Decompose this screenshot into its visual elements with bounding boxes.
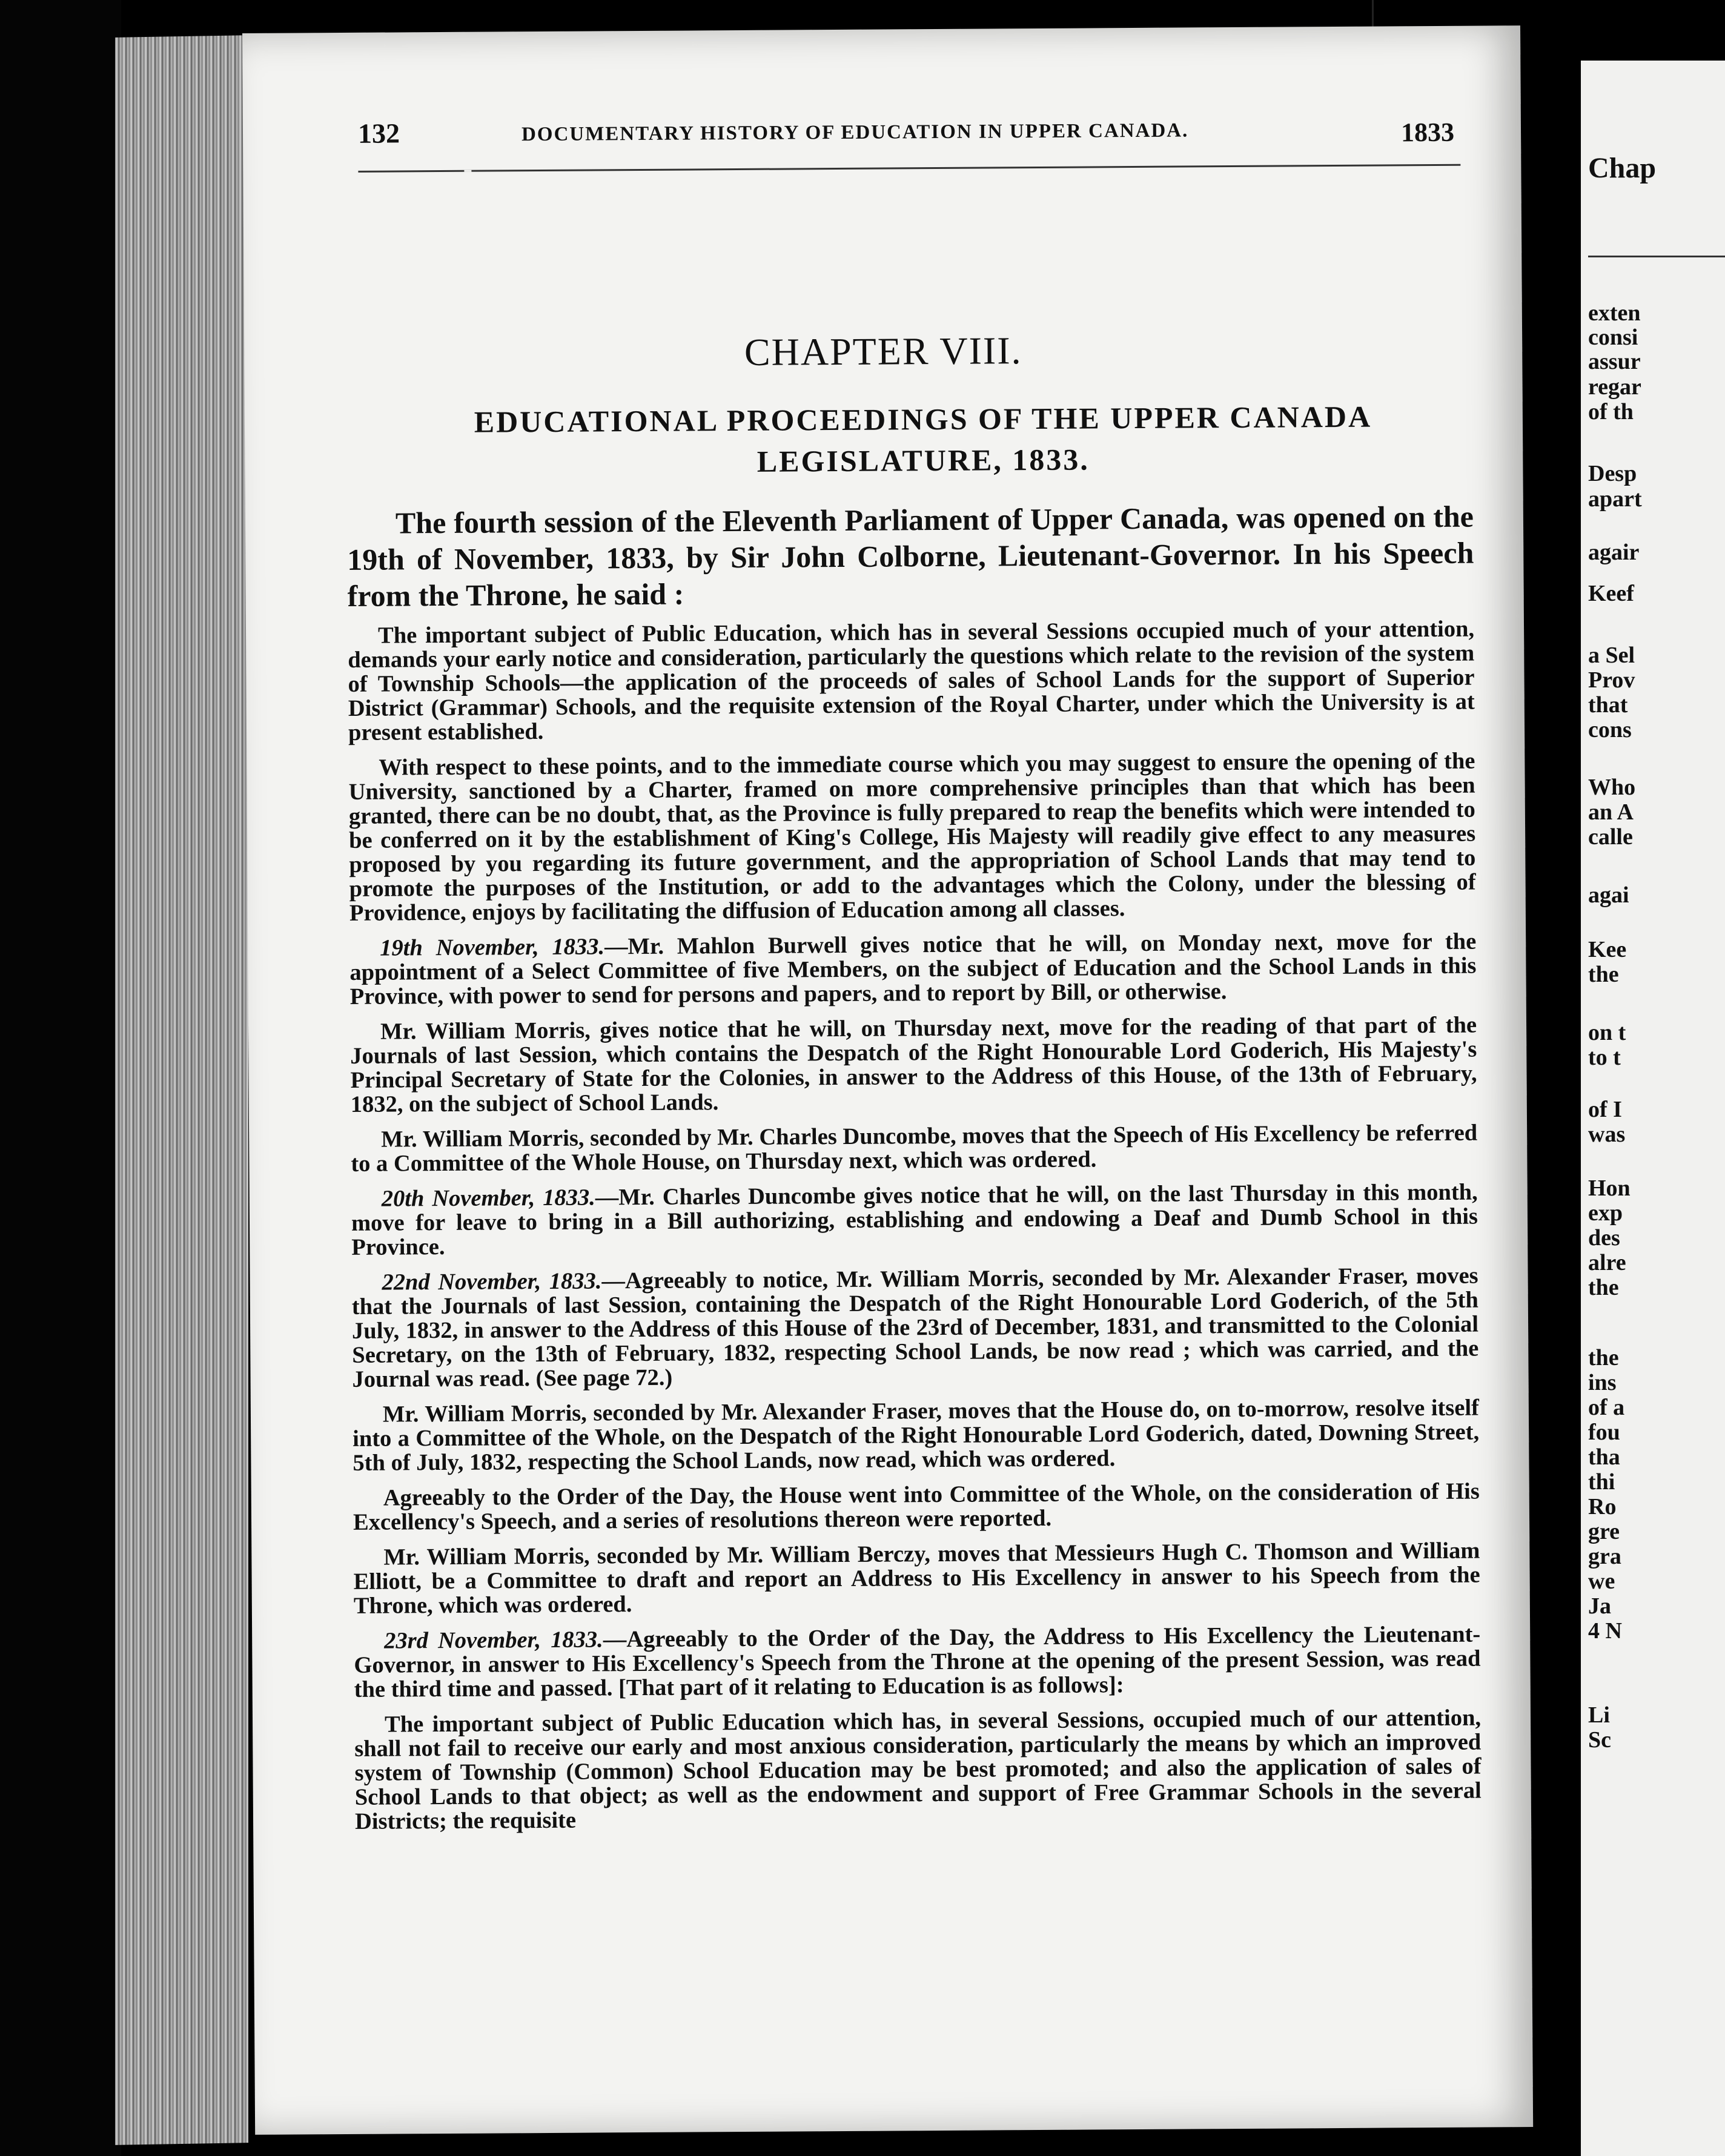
facing-line-fragment: exp [1588, 1200, 1623, 1226]
paragraph-text: Agreeably to the Order of the Day, the House went into Committee of the Whole, on the consideration of His Excellency's Speech, and a series of resolutions thereon were reported. [353, 1478, 1480, 1535]
scan-background [0, 0, 121, 2156]
facing-line-fragment: apart [1588, 486, 1642, 512]
paragraph-text: —Agreeably to the Order of the Day, the Address to His Excellency the Lieutenant-Governor, in answer to His Excellency's Speech from the Throne at the opening of the present Session, was read the third time and passed. [That part of it relating to Education is as follows]: [354, 1621, 1481, 1702]
facing-line-fragment: cons [1588, 717, 1632, 742]
body-paragraph [351, 1180, 1478, 1260]
body-paragraph [351, 1121, 1477, 1176]
facing-line-fragment: on t [1588, 1020, 1626, 1045]
body-paragraph [348, 749, 1476, 925]
body-paragraph [354, 1706, 1482, 1834]
facing-line-fragment: gra [1588, 1544, 1621, 1569]
page-body [347, 498, 1482, 1845]
facing-line-fragment: Ja [1588, 1593, 1611, 1619]
facing-line-fragment: of I [1588, 1097, 1622, 1122]
body-paragraph [353, 1396, 1480, 1475]
facing-line-fragment: Keef [1588, 581, 1634, 606]
facing-line-fragment: fou [1588, 1420, 1620, 1445]
paragraph-text: Mr. William Morris, gives notice that he will, on Thursday next, move for the reading of that part of the Journals of last Session, which contains the Despatch of the Right Honourable Lord Goderich, His Majesty's Principal Secretary of State for the Colonies, in answer to the Address of this House, of the 13th of February, 1832, on the subject of School Lands. [350, 1012, 1477, 1117]
header-rule [358, 164, 1460, 173]
facing-line-fragment: we [1588, 1569, 1615, 1594]
paragraph-text: —Agreeably to notice, Mr. William Morris, seconded by Mr. Alexander Fraser, moves that the Journals of last Session, containing the Despatch of the Right Honourable Lord Goderich, of the 5th July, 1832, in answer to the Address of this House of the 23rd of December, 1831, and transmitted to the Colonial Secretary, on the 13th of February, 1832, respecting School Lands, be now read ; which was carried, and the Journal was read. (See page 72.) [351, 1263, 1479, 1392]
book-page [242, 25, 1533, 2135]
facing-page-header: Chap [1588, 152, 1657, 184]
paragraph-text: —Mr. Charles Duncombe gives notice that he will, on the last Thursday in this month, move for leave to bring in a Bill authorizing, establishing and endowing a Deaf and Dumb School in this Province. [351, 1179, 1478, 1260]
page-number: 132 [357, 117, 400, 149]
entry-date: 20th November, 1833. [381, 1185, 595, 1212]
paragraph-text: Mr. William Morris, seconded by Mr. Charles Duncombe, moves that the Speech of His Excellency be referred to a Committee of the Whole House, on Thursday next, which was ordered. [351, 1120, 1478, 1177]
running-title: DOCUMENTARY HISTORY OF EDUCATION IN UPPER CANADA. [521, 119, 1189, 146]
paragraph-text: The important subject of Public Education which has, in several Sessions, occupied much of our attention, shall not fail to receive our early and most anxious consideration, particularly the means by which an improved system of Township (Common) School Education may be best promoted; and also the application of sales of School Lands to that object; as well as the endowment and support of Free Grammar Schools in the several Districts; the requisite [354, 1705, 1482, 1834]
facing-line-fragment: an A [1588, 799, 1634, 825]
facing-line-fragment: Prov [1588, 667, 1635, 693]
page-year: 1833 [1400, 117, 1455, 148]
entry-date: 19th November, 1833. [380, 934, 605, 961]
facing-line-fragment: Li [1588, 1702, 1610, 1728]
paragraph-text: —Mr. Mahlon Burwell gives notice that he will, on Monday next, move for the appointment of a Select Committee of five Members, on the subject of Education and the School Lands in this Province, with power to send for persons and papers, and to report by Bill, or otherwise. [349, 928, 1477, 1010]
paragraph-list [348, 617, 1482, 1834]
entry-date: 22nd November, 1833. [382, 1268, 602, 1295]
facing-line-fragment: Hon [1588, 1176, 1631, 1201]
intro-paragraph: The fourth session of the Eleventh Parliament of Upper Canada, was opened on the 19th of November, 1833, by Sir John Colborne, Lieutenant-Governor. In his Speech from the Throne, he said : [347, 499, 1474, 613]
entry-date: 23rd November, 1833. [384, 1627, 603, 1654]
facing-line-fragment: exten [1588, 300, 1641, 326]
facing-line-fragment: thi [1588, 1469, 1615, 1495]
facing-line-fragment: the [1588, 1275, 1619, 1300]
facing-line-fragment: calle [1588, 824, 1633, 850]
facing-line-fragment: Who [1588, 775, 1636, 800]
facing-line-fragment: regar [1588, 374, 1641, 400]
paragraph-text: Mr. William Morris, seconded by Mr. William Berczy, moves that Messieurs Hugh C. Thomson and William Elliott, be a Committee to draft and report an Address to His Excellency in answer to his Speech from the Throne, which was ordered. [353, 1538, 1480, 1619]
facing-line-fragment: that [1588, 692, 1628, 718]
facing-line-fragment: assur [1588, 349, 1641, 374]
facing-line-fragment: a Sel [1588, 643, 1635, 668]
body-paragraph [353, 1480, 1480, 1535]
facing-line-fragment: Kee [1588, 937, 1627, 962]
facing-line-fragment: des [1588, 1225, 1620, 1251]
facing-line-fragment: gre [1588, 1519, 1620, 1544]
facing-line-fragment: was [1588, 1122, 1626, 1147]
body-paragraph [354, 1622, 1481, 1702]
facing-line-fragment: agair [1588, 540, 1640, 565]
facing-line-fragment: Sc [1588, 1727, 1611, 1753]
facing-line-fragment: to t [1588, 1045, 1621, 1070]
facing-page [1581, 61, 1725, 2156]
facing-line-fragment: alre [1588, 1250, 1626, 1275]
facing-line-fragment: Desp [1588, 461, 1637, 486]
paragraph-text: With respect to these points, and to the immediate course which you may suggest to ensure the opening of the University, sanctioned by a Charter, framed on more comprehensive principles than that which has been granted, there can be no doubt, that, as the Province is fully prepared to reap the benefits which were intended to be conferred on it by the establishment of King's College, His Majesty will readily give effect to any measures proposed by you regarding its future government, and the appropriation of School Lands that may tend to promote the purposes of the Institution, or add to the advantages which the Colony, under the blessing of Providence, enjoys by facilitating the diffusion of Education among all classes. [348, 748, 1476, 926]
facing-line-fragment: 4 N [1588, 1618, 1622, 1644]
book-page-edges [115, 35, 248, 2145]
facing-line-fragment: ins [1588, 1370, 1617, 1395]
facing-line-fragment: Ro [1588, 1494, 1617, 1519]
body-paragraph [348, 617, 1475, 745]
body-paragraph [350, 1013, 1477, 1117]
facing-line-fragment: tha [1588, 1444, 1620, 1470]
facing-line-fragment: of th [1588, 399, 1634, 425]
chapter-heading: CHAPTER VIII. [744, 329, 1022, 374]
paragraph-text: Mr. William Morris, seconded by Mr. Alexander Fraser, moves that the House do, on to-morrow, resolve itself into a Committee of the Whole, on the Despatch of the Right Honourable Lord Goderich, dated, Downing Street, 5th of July, 1832, respecting the School Lands, now read, which was ordered. [353, 1395, 1480, 1476]
facing-line-fragment: agai [1588, 882, 1629, 908]
body-paragraph [349, 930, 1477, 1009]
facing-line-fragment: the [1588, 962, 1619, 987]
facing-line-fragment: the [1588, 1345, 1619, 1371]
facing-line-fragment: consi [1588, 325, 1638, 350]
page-header [358, 111, 1454, 154]
paragraph-text: The important subject of Public Education, which has in several Sessions occupied much of your attention, demands your early notice and consideration, particularly the questions which relate to the revision of the system of Township Schools—the application of the proceeds of sales of School Lands for the support of Superior District (Grammar) Schools, and the requisite extension of the Royal Charter, under which the University is at present established. [348, 616, 1475, 746]
facing-header-rule [1588, 256, 1725, 257]
body-paragraph [351, 1264, 1478, 1392]
facing-line-fragment: of a [1588, 1395, 1625, 1420]
chapter-title: EDUCATIONAL PROCEEDINGS OF THE UPPER CANADA LEGISLATURE, 1833. [474, 399, 1372, 478]
body-paragraph [353, 1539, 1480, 1618]
